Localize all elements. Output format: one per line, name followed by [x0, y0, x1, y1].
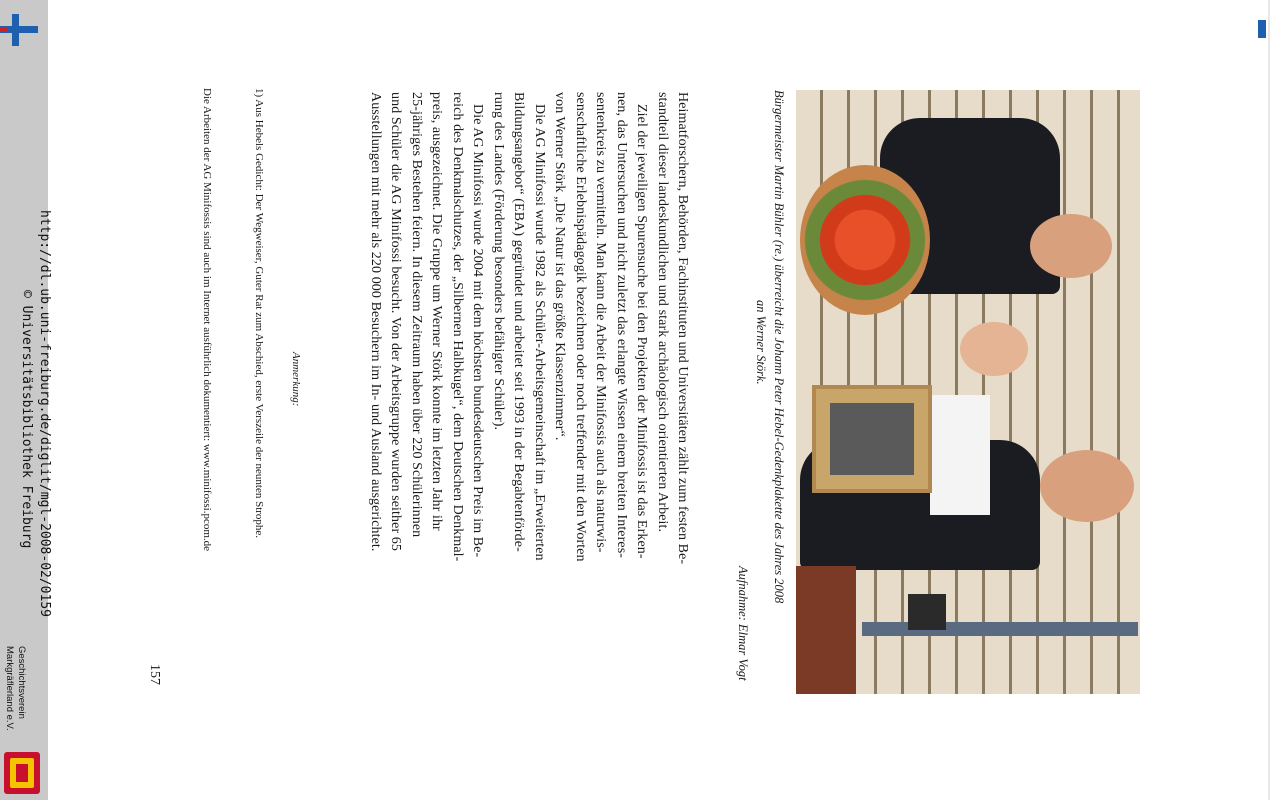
photo-face-right — [1040, 450, 1134, 522]
copyright: © Universitätsbibliothek Freiburg — [19, 290, 34, 549]
society-logo — [4, 752, 40, 794]
photo-vent — [908, 594, 946, 630]
body-line: von Werner Störk „Die Natur ist das größte Klassenzimmer“. — [552, 92, 567, 441]
body-line: standteil dieser landeskundlichen und stark archäologisch orientierten Arbeit. — [654, 92, 670, 533]
body-line: Bildungsangebot“ (EBA) gegründet und arbeitet seit 1993 in der Begabtenförde- — [511, 92, 526, 552]
color-calibration-mark — [0, 14, 38, 46]
body-line: Die AG Minifossi wurde 2004 mit dem höchsten bundesdeutschen Preis im Be- — [470, 104, 485, 558]
note-heading: Anmerkung: — [290, 352, 302, 407]
body-line: nen, das Untersuchen und nicht zuletzt das erlangte Wissen einem breiten Interes- — [613, 92, 629, 559]
photo-certificate — [930, 395, 990, 515]
photo-credit: Aufnahme: Elmar Vogt — [736, 566, 750, 681]
body-line: Die AG Minifossi wurde 1982 als Schüler-Arbeitsgemeinschaft im „Erweiterten — [531, 104, 547, 561]
body-line: Ausstellungen mit mehr als 220 000 Besuchern im In- und Ausland ausgerichtet. — [367, 92, 383, 552]
photo-face-left — [1030, 214, 1112, 278]
photo-cabinet — [796, 566, 856, 694]
photo-face-child — [960, 322, 1028, 376]
photo-caption-line-1: Bürgermeister Martin Bühler (re.) überreicht die Johann Peter Hebel-Gedenkplakette des Jahres 2008 — [772, 90, 786, 604]
publisher-line-2: Markgräflerland e.V. — [4, 646, 15, 731]
body-line: 25-jähriges Bestehen feiern. In diesem Zeitraum haben über 220 Schülerinnen — [408, 92, 424, 538]
body-line: reich des Denkmalschutzes, der „Silbernen Halbkugel“, dem Deutschen Denkmal- — [449, 92, 465, 562]
footnote-1: 1) Aus Hebels Gedicht: Der Wegweiser, Guter Rat zum Abschied, erste Verszeile der neunten Strophe. — [253, 88, 265, 539]
body-line: preis, ausgezeichnet. Die Gruppe um Werner Störk konnte im letzten Jahr ihr — [429, 92, 444, 531]
body-line: Heimatforschern, Behörden, Fachinstituten und Universitäten zählt zum festen Be- — [675, 92, 690, 565]
body-line: sentenkreis zu vermitteln. Man kann die Arbeit der Minifossis auch als naturwis- — [593, 92, 608, 553]
body-line: und Schüler die AG Minifossi besucht. Von der Arbeitsgruppe wurden seither 65 — [388, 92, 403, 552]
photo-plaque — [812, 385, 932, 493]
body-line: rung des Landes (Förderung besonders befähigter Schüler). — [490, 92, 506, 431]
page-number: 157 — [147, 664, 162, 685]
right-calibration-mark — [1258, 20, 1266, 38]
publisher-line-1: Geschichtsverein — [16, 646, 27, 719]
photo-caption-line-2: an Werner Störk. — [754, 300, 768, 385]
footnote-internet: Die Arbeiten der AG Minifossis sind auch im Internet ausführlich dokumentiert: www.minifossi.pcom.de — [201, 88, 213, 552]
source-url: http://dl.ub.uni-freiburg.de/diglit/mgl-2008-02/0159 — [37, 210, 52, 617]
photo-bouquet — [800, 165, 930, 315]
body-line: senschaftliche Erlebnispädagogik bezeichnen oder noch treffender mit den Worten — [572, 92, 588, 562]
right-margin-line — [1268, 0, 1270, 800]
photo-rail — [862, 622, 1138, 636]
body-line: Ziel der jeweiligen Spurensuche bei den Projekten der Minifossis ist das Erken- — [634, 104, 649, 559]
